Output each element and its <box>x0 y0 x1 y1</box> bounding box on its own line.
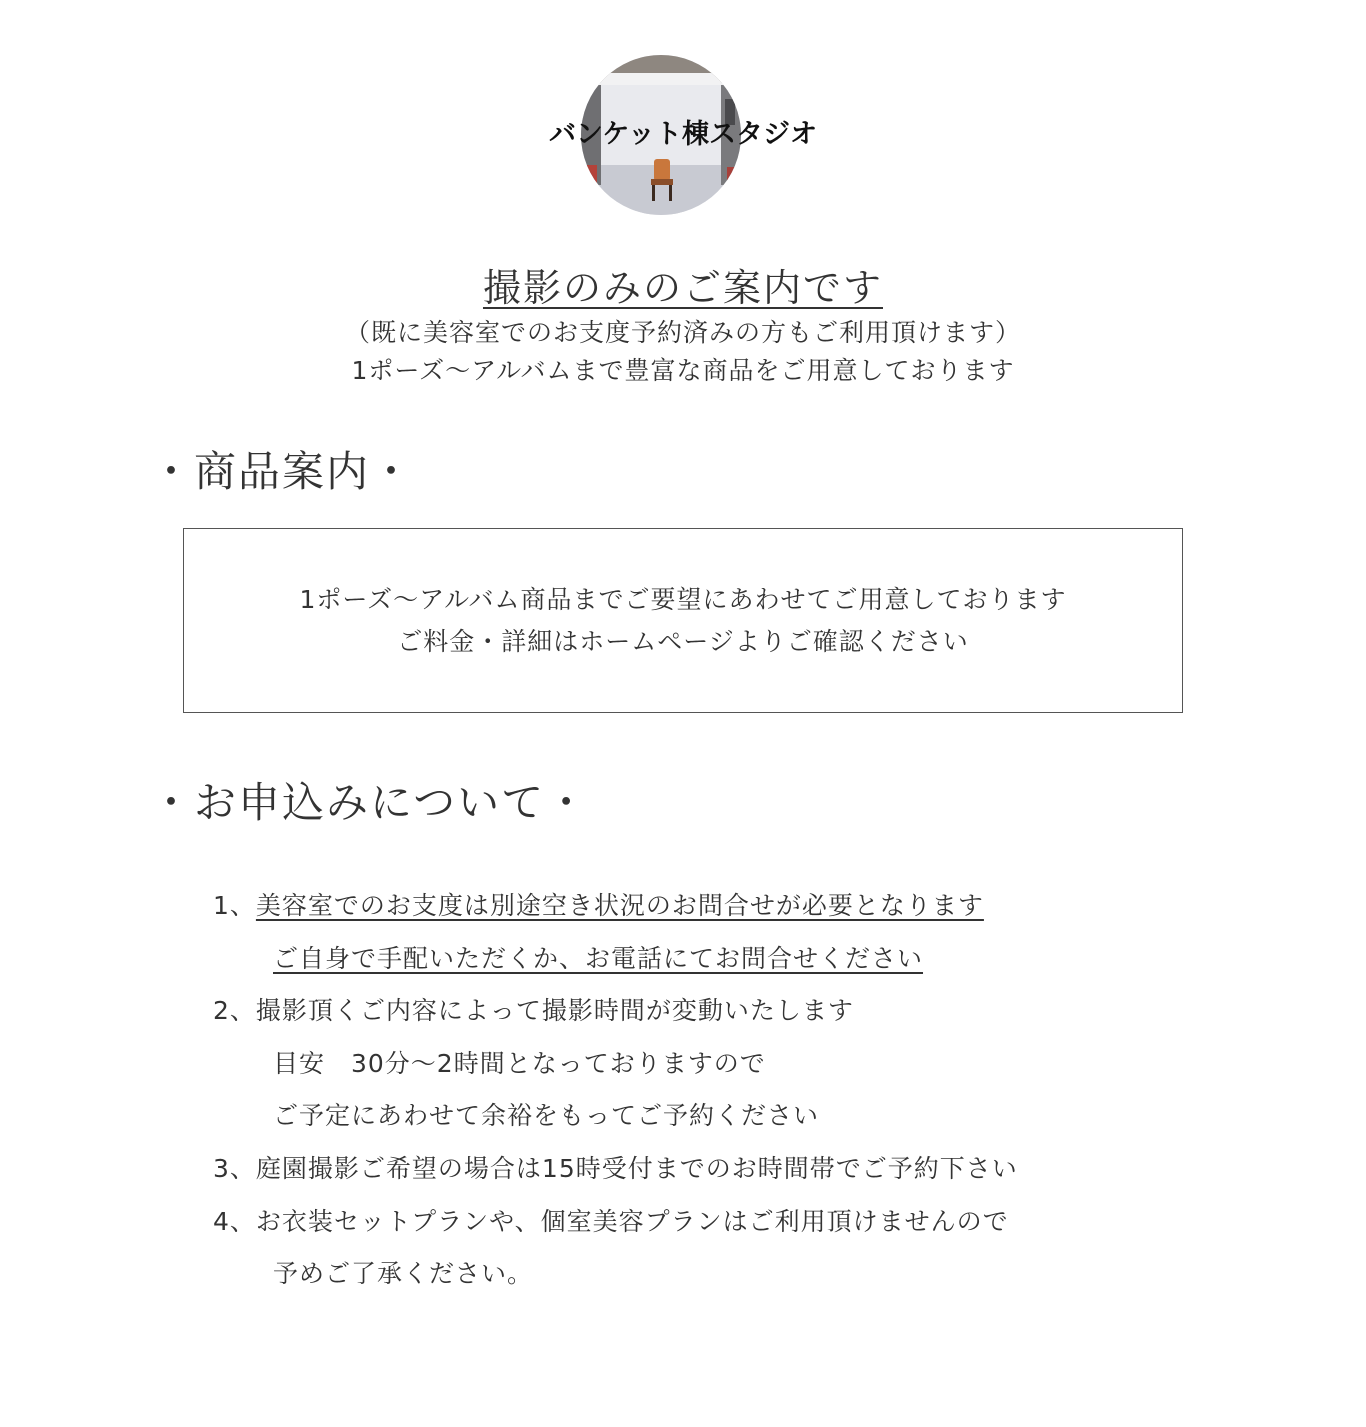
list-item-text: 庭園撮影ご希望の場合は15時受付までのお時間帯でご予約下さい <box>255 1153 1018 1183</box>
products-line-1: 1ポーズ～アルバム商品までご要望にあわせてご用意しております <box>299 585 1067 614</box>
list-item-number: 4、 <box>213 1206 256 1236</box>
list-item-number: 2、 <box>213 996 256 1026</box>
list-item-continuation <box>213 1038 1213 1091</box>
apply-list <box>213 880 1213 1301</box>
list-item-continuation <box>213 1248 1213 1301</box>
list-item-number: 3、 <box>213 1153 256 1183</box>
list-item-continuation <box>213 933 1213 986</box>
list-item-continuation <box>213 1090 1213 1143</box>
list-item-text: 撮影頂くご内容によって撮影時間が変動いたします <box>255 996 854 1026</box>
products-box <box>183 528 1183 713</box>
apply-heading: ・お申込みについて・ <box>150 778 590 827</box>
products-heading: ・商品案内・ <box>150 447 415 496</box>
intro-description: 1ポーズ～アルバムまで豊富な商品をご用意しております <box>351 356 1015 385</box>
list-item-text: お衣装セットプランや、個室美容プランはご利用頂けませんので <box>255 1206 1009 1236</box>
list-item-text: ご自身で手配いただくか、お電話にてお問合せください <box>273 943 924 973</box>
intro-section <box>0 262 1366 390</box>
studio-name: バンケット棟スタジオ <box>548 119 818 150</box>
list-item <box>213 1196 1213 1249</box>
list-item-text: 予めご了承ください。 <box>273 1259 534 1289</box>
studio-header <box>0 55 1366 217</box>
products-line-2: ご料金・詳細はホームページよりご確認ください <box>397 627 969 656</box>
list-item-text: ご予定にあわせて余裕をもってご予約ください <box>273 1101 820 1131</box>
list-item-text: 目安 30分～2時間となっておりますので <box>273 1048 766 1078</box>
intro-title: 撮影のみのご案内です <box>482 266 883 310</box>
list-item <box>213 1143 1213 1196</box>
list-item <box>213 880 1213 933</box>
list-item-text: 美容室でのお支度は別途空き状況のお問合せが必要となります <box>255 891 984 920</box>
list-item-number: 1、 <box>213 891 256 920</box>
intro-note: （既に美容室でのお支度予約済みの方もご利用頂けます） <box>344 318 1021 347</box>
list-item <box>213 985 1213 1038</box>
